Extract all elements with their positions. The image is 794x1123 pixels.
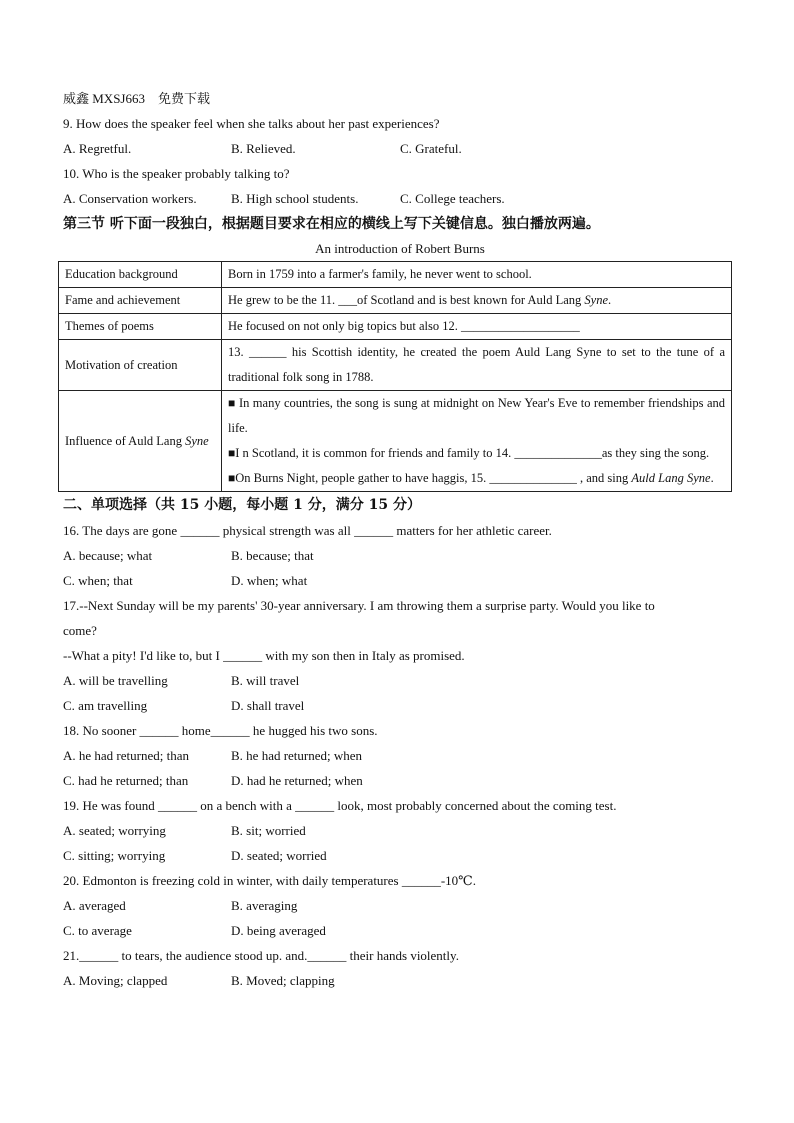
option-b[interactable]: B. because; that <box>231 548 314 563</box>
fame-syne: Syne <box>584 293 609 307</box>
page-content <box>63 86 737 993</box>
option-c[interactable]: C. sitting; worrying <box>63 848 166 863</box>
question-9-options <box>63 136 737 161</box>
option-d[interactable]: D. had he returned; when <box>231 773 363 788</box>
question-17-options-row-1 <box>63 668 737 693</box>
option-d[interactable]: D. being averaged <box>231 923 326 938</box>
option-b[interactable]: B. will travel <box>231 673 300 688</box>
square-bullet-icon: ■ <box>228 396 236 410</box>
option-a[interactable]: A. averaged <box>63 898 126 913</box>
question-19-options-row-1 <box>63 818 737 843</box>
row-content-influence[interactable] <box>222 391 732 492</box>
question-18-options-row-1 <box>63 743 737 768</box>
question-18-options-row-2 <box>63 768 737 793</box>
option-a[interactable]: A. Regretful. <box>63 141 132 156</box>
row-content-motivation[interactable]: 13. ______ his Scottish identity, he created the poem Auld Lang Syne to set to the tune of a traditional folk song in 1788. <box>222 340 732 391</box>
option-c[interactable]: C. am travelling <box>63 698 148 713</box>
square-bullet-icon: ■ <box>228 471 236 485</box>
option-c[interactable]: C. College teachers. <box>400 191 505 206</box>
option-c[interactable]: C. when; that <box>63 573 133 588</box>
table-row <box>59 262 732 288</box>
option-a[interactable]: A. he had returned; than <box>63 748 189 763</box>
question-20-stem: 20. Edmonton is freezing cold in winter, with daily temperatures ______-10℃. <box>63 873 476 888</box>
row-label-fame: Fame and achievement <box>59 288 222 314</box>
question-21-stem: 21.______ to tears, the audience stood up. and.______ their hands violently. <box>63 948 459 963</box>
table-row <box>59 288 732 314</box>
option-a[interactable]: A. seated; worrying <box>63 823 166 838</box>
option-d[interactable]: D. when; what <box>231 573 308 588</box>
question-9-stem: 9. How does the speaker feel when she talks about her past experiences? <box>63 116 440 131</box>
row-label-motivation: Motivation of creation <box>59 340 222 391</box>
fame-period: . <box>608 293 612 307</box>
question-17-stem: 17.--Next Sunday will be my parents' 30-year anniversary. I am throwing them a surprise party. Would you like to <box>63 598 655 613</box>
robert-burns-table <box>58 261 732 492</box>
bullet-3-text: On Burns Night, people gather to have haggis, 15. ______________ , and sing <box>235 471 632 485</box>
option-a[interactable]: A. will be travelling <box>63 673 168 688</box>
option-c[interactable]: C. to average <box>63 923 132 938</box>
question-19-stem: 19. He was found ______ on a bench with a ______ look, most probably concerned about the coming test. <box>63 798 617 813</box>
option-a[interactable]: A. because; what <box>63 548 153 563</box>
row-content-education: Born in 1759 into a farmer's family, he never went to school. <box>222 262 732 288</box>
influence-bullet-1 <box>228 391 725 441</box>
option-c[interactable]: C. had he returned; than <box>63 773 189 788</box>
section-3-title: 第三节 听下面一段独白，根据题目要求在相应的横线上写下关键信息。独白播放两遍。 <box>63 216 600 232</box>
option-b[interactable]: B. sit; worried <box>231 823 306 838</box>
question-10-options <box>63 186 737 211</box>
bullet-1-text: In many countries, the song is sung at midnight on New Year's Eve to remember friendships and life. <box>228 396 725 435</box>
question-19-options-row-2 <box>63 843 737 868</box>
influence-label-syne: Syne <box>185 433 209 448</box>
question-17-options-row-2 <box>63 693 737 718</box>
question-16-options-row-1 <box>63 543 737 568</box>
question-16-stem: 16. The days are gone ______ physical strength was all ______ matters for her athletic career. <box>63 523 552 538</box>
question-20-options-row-2 <box>63 918 737 943</box>
option-d[interactable]: D. shall travel <box>231 698 305 713</box>
option-b[interactable]: B. Relieved. <box>231 141 296 156</box>
row-label-themes: Themes of poems <box>59 314 222 340</box>
fame-text: He grew to be the 11. ___of Scotland and is best known for Auld Lang <box>228 293 585 307</box>
bullet-3-period: . <box>710 471 714 485</box>
option-a[interactable]: A. Conservation workers. <box>63 191 197 206</box>
header-note: 威鑫 MXSJ663 免费下载 <box>63 91 210 106</box>
row-label-education: Education background <box>59 262 222 288</box>
part-2-title: 二、单项选择（共 15 小题，每小题 1 分，满分 15 分） <box>63 497 421 513</box>
option-d[interactable]: D. seated; worried <box>231 848 327 863</box>
option-b[interactable]: B. averaging <box>231 898 298 913</box>
question-20-options-row-1 <box>63 893 737 918</box>
question-17-reply: --What a pity! I'd like to, but I ______ with my son then in Italy as promised. <box>63 648 465 663</box>
bullet-2-text: I n Scotland, it is common for friends and family to 14. ______________as they sing the song. <box>235 446 710 460</box>
row-label-influence <box>59 391 222 492</box>
option-b[interactable]: B. High school students. <box>231 191 359 206</box>
square-bullet-icon: ■ <box>228 446 236 460</box>
option-b[interactable]: B. he had returned; when <box>231 748 363 763</box>
question-21-options-row-1 <box>63 968 737 993</box>
influence-bullet-2 <box>228 441 725 466</box>
row-content-themes[interactable]: He focused on not only big topics but also 12. ___________________ <box>222 314 732 340</box>
table-caption: An introduction of Robert Burns <box>315 241 485 256</box>
influence-label-text: Influence of Auld Lang <box>65 433 186 448</box>
table-row <box>59 314 732 340</box>
influence-bullet-3 <box>228 466 725 491</box>
row-content-fame[interactable] <box>222 288 732 314</box>
question-10-stem: 10. Who is the speaker probably talking to? <box>63 166 290 181</box>
option-a[interactable]: A. Moving; clapped <box>63 973 168 988</box>
option-c[interactable]: C. Grateful. <box>400 141 462 156</box>
question-16-options-row-2 <box>63 568 737 593</box>
bullet-3-song: Auld Lang Syne <box>631 471 711 485</box>
question-18-stem: 18. No sooner ______ home______ he hugged his two sons. <box>63 723 378 738</box>
table-row <box>59 340 732 391</box>
option-b[interactable]: B. Moved; clapping <box>231 973 335 988</box>
table-row <box>59 391 732 492</box>
question-17-stem-cont: come? <box>63 623 97 638</box>
